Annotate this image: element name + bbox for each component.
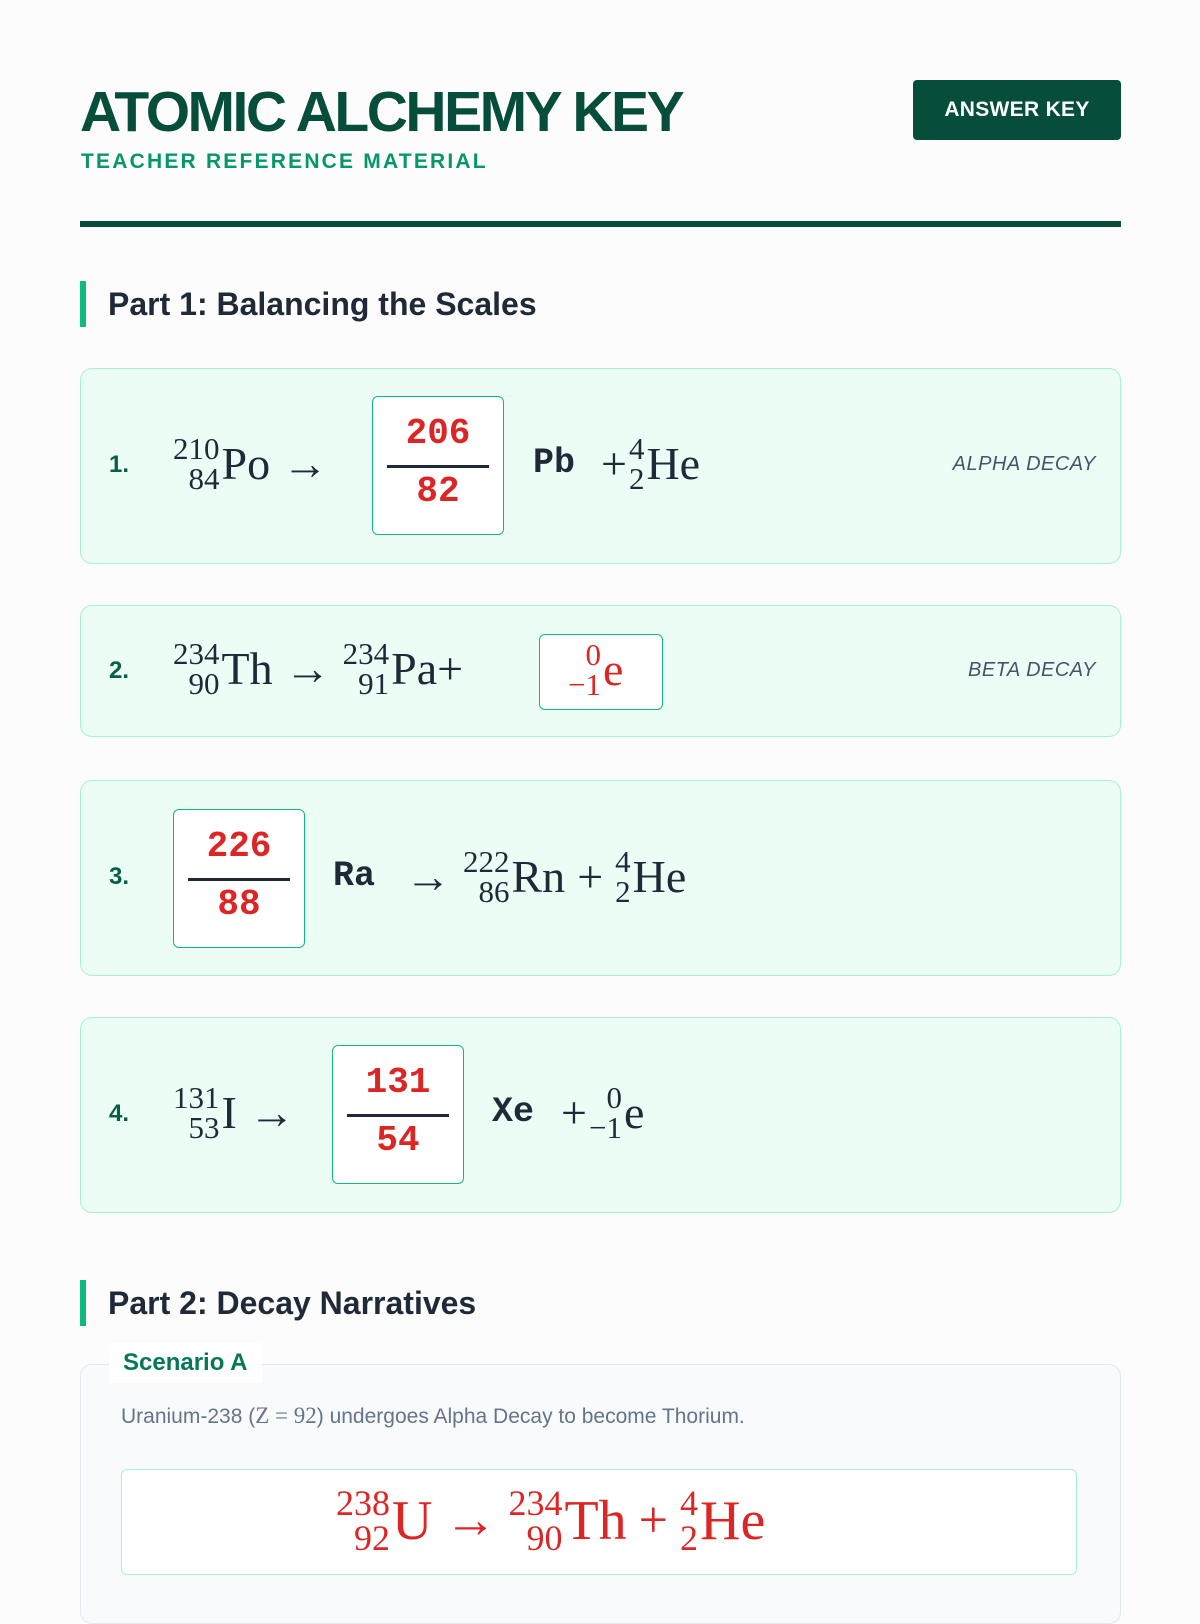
scenario-answer-box: [121, 1469, 1077, 1575]
element-symbol: Th: [221, 643, 273, 694]
decay-type-tag: BETA DECAY: [968, 659, 1096, 681]
plus-sign: +: [577, 851, 604, 902]
scenario-text-end: ) undergoes Alpha Decay to become Thorium.: [316, 1405, 745, 1428]
atomic-number: 92: [354, 1518, 390, 1558]
mass-number: 238: [336, 1483, 390, 1523]
atomic-number: 90: [526, 1518, 563, 1558]
mass-number: 234: [508, 1483, 563, 1523]
question-number: 4.: [109, 1100, 130, 1127]
scenario-math: Z = 92: [255, 1403, 317, 1428]
mass-number: 222: [463, 844, 510, 879]
plus-sign: +: [437, 643, 464, 694]
atomic-number: 53: [188, 1110, 220, 1145]
element-symbol: Th: [564, 1490, 627, 1552]
scenario-equation: [336, 1483, 766, 1558]
question-number: 3.: [109, 863, 130, 890]
atomic-number: −1: [568, 667, 601, 702]
product-nuclide: [601, 431, 701, 496]
atomic-number: 84: [188, 461, 220, 496]
parent-nuclide: [173, 1080, 307, 1145]
fraction-bar: [347, 1114, 449, 1117]
mass-number: 4: [628, 431, 645, 466]
reaction-arrow: →: [405, 851, 451, 902]
reaction-arrow: →: [282, 438, 329, 489]
answer-element-symbol: Pb: [533, 443, 576, 483]
reaction-arrow: →: [444, 1492, 497, 1549]
scenario-prompt: [121, 1403, 745, 1429]
atomic-number: 2: [615, 874, 631, 909]
scenario-text-start: Uranium-238 (: [121, 1405, 256, 1428]
answer-box: [372, 396, 504, 535]
mass-number: 234: [173, 636, 220, 671]
parent-nuclide: [173, 636, 475, 701]
question-card-3: [80, 780, 1121, 976]
element-symbol: He: [700, 1490, 766, 1552]
reaction-arrow: →: [284, 643, 331, 694]
atomic-number: 2: [628, 461, 645, 496]
mass-number: 0: [585, 637, 601, 672]
mass-number: 0: [606, 1080, 622, 1115]
question-number: 1.: [109, 451, 130, 478]
page-subtitle: TEACHER REFERENCE MATERIAL: [81, 150, 488, 173]
atomic-number: 2: [680, 1518, 698, 1558]
mass-number: 210: [173, 431, 220, 466]
answer-key-badge: ANSWER KEY: [913, 80, 1121, 140]
question-card-1: [80, 368, 1121, 564]
product-nuclide: [561, 1080, 645, 1145]
answer-mass-number: 226: [206, 826, 272, 867]
answer-atomic-number: 88: [217, 884, 261, 925]
scenario-label: Scenario A: [109, 1343, 262, 1383]
element-symbol: e: [623, 1087, 645, 1138]
part2-heading: Part 2: Decay Narratives: [80, 1280, 476, 1326]
plus-sign: +: [638, 1492, 668, 1549]
reaction-remainder: [405, 844, 687, 909]
answer-box: [539, 634, 663, 710]
decay-type-tag: ALPHA DECAY: [952, 453, 1096, 475]
scenario-a-box: [80, 1349, 1121, 1624]
element-symbol: e: [602, 644, 624, 695]
plus-sign: +: [561, 1087, 587, 1138]
answer-atomic-number: 54: [376, 1120, 420, 1161]
plus-sign: +: [601, 438, 627, 489]
atomic-number: 91: [358, 666, 390, 701]
mass-number: 4: [680, 1483, 698, 1523]
answer-mass-number: 131: [365, 1062, 431, 1103]
atomic-number: 90: [188, 666, 220, 701]
reaction-arrow: →: [248, 1087, 295, 1138]
parent-nuclide: [173, 431, 340, 496]
question-number: 2.: [109, 657, 130, 684]
fraction-bar: [387, 465, 489, 468]
part1-heading: Part 1: Balancing the Scales: [80, 281, 537, 327]
mass-number: 131: [173, 1080, 220, 1115]
answer-box: [332, 1045, 464, 1184]
answer-nuclide: [568, 637, 624, 702]
mass-number: 234: [342, 636, 390, 671]
atomic-number: −1: [588, 1110, 622, 1145]
mass-number: 4: [615, 844, 631, 879]
answer-box: [173, 809, 305, 948]
page-title: ATOMIC ALCHEMY KEY: [80, 80, 683, 144]
element-symbol: I: [221, 1087, 237, 1138]
element-symbol: Rn: [511, 851, 566, 902]
element-symbol: Po: [221, 438, 271, 489]
element-symbol: He: [646, 438, 701, 489]
header-divider: [80, 221, 1121, 227]
fraction-bar: [188, 878, 290, 881]
question-card-2: [80, 605, 1121, 737]
element-symbol: U: [392, 1490, 433, 1552]
answer-element-symbol: Ra: [333, 856, 376, 896]
element-symbol: He: [632, 851, 687, 902]
answer-element-symbol: Xe: [492, 1092, 535, 1132]
answer-mass-number: 206: [405, 413, 471, 454]
element-symbol: Pa: [391, 643, 438, 694]
question-card-4: [80, 1017, 1121, 1213]
atomic-number: 86: [478, 874, 510, 909]
answer-atomic-number: 82: [416, 471, 460, 512]
